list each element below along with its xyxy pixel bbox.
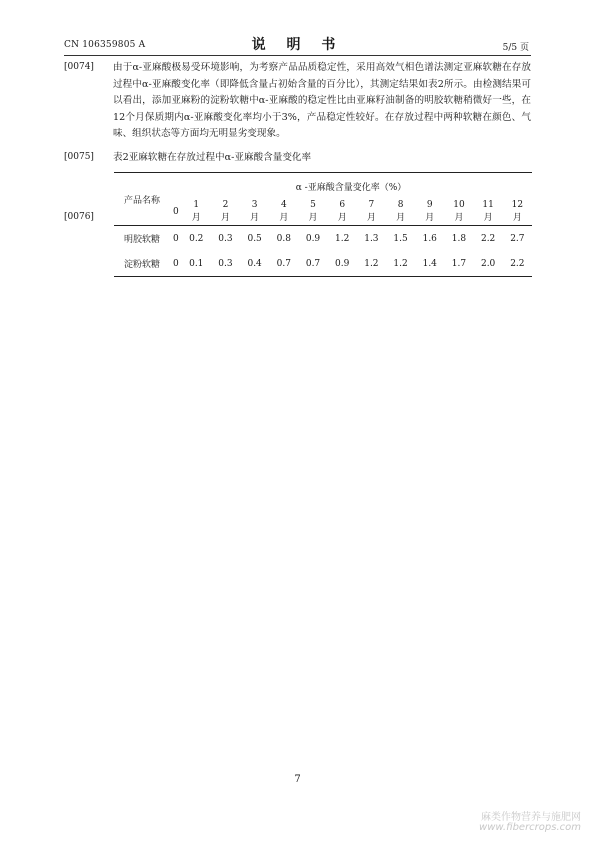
table-cell: 0 xyxy=(172,258,179,269)
product-name: 淀粉软糖 xyxy=(123,260,160,270)
month-header: 12 月 xyxy=(511,200,524,223)
month-header: 8 月 xyxy=(396,200,406,223)
month-header: 5 月 xyxy=(308,200,318,223)
paragraph-0074: 由于α-亚麻酸极易受环境影响，为考察产品品质稳定性，采用高效气相色谱法测定亚麻软糖在存放过程中α-亚麻酸变化率（即降低含量占初始含量的百分比），其测定结果如表2所示。由检测结果可以看出，添加亚麻粉的淀粉软糖中α-亚麻酸的稳定性比由亚麻籽油制备的明胶软糖稍微好一些，在12个月保质期内α-亚麻酸变化率均小于3%，产品稳定性较好。在存放过程中两种软糖在颜色、气味、组织状态等方面均无明显劣变现象。 xyxy=(113,62,531,139)
table-cell: 2.0 xyxy=(480,258,496,269)
table-cell: 1.7 xyxy=(451,258,467,269)
table-cell: 2.2 xyxy=(480,233,496,244)
table-cell: 0.9 xyxy=(335,258,350,269)
month-header: 9 月 xyxy=(425,200,435,223)
table-cell: 0.1 xyxy=(189,258,204,269)
table-cell: 0.7 xyxy=(305,258,321,269)
table-cell: 0.4 xyxy=(247,258,262,269)
watermark-text: 麻类作物营养与施肥网 xyxy=(481,812,581,823)
table-cell: 1.2 xyxy=(393,258,408,269)
table-cell: 1.2 xyxy=(335,233,350,244)
table-cell: 1.2 xyxy=(364,258,379,269)
month-header: 7 月 xyxy=(366,200,376,223)
table-cell: 0.9 xyxy=(305,233,321,244)
month-header: 4 月 xyxy=(279,200,289,223)
product-header: 产品名称 xyxy=(123,195,160,206)
product-name: 明胶软糖 xyxy=(123,235,160,245)
table-cell: 0.3 xyxy=(218,258,233,269)
paragraph-number-0074: [0074] xyxy=(64,62,94,72)
table-cell: 0.3 xyxy=(218,233,233,244)
month-header: 2 月 xyxy=(220,200,230,223)
table-cell: 2.2 xyxy=(510,258,525,269)
table-cell: 0.8 xyxy=(276,233,291,244)
table-cell: 1.3 xyxy=(364,233,379,244)
paragraph-number-0075: [0075] xyxy=(64,152,94,162)
table-cell: 1.5 xyxy=(393,233,408,244)
table-caption: 表2亚麻软糖在存放过程中α-亚麻酸含量变化率 xyxy=(113,152,312,163)
month-header: 0 xyxy=(172,206,179,217)
page-count: 5/5 页 xyxy=(502,43,529,53)
table-cell: 0.7 xyxy=(276,258,291,269)
watermark-url: www.fibercrops.com xyxy=(479,822,581,833)
alpha-linolenic-table xyxy=(114,172,532,277)
header-rule xyxy=(64,55,531,56)
paragraph-number-0076: [0076] xyxy=(64,212,94,222)
group-header: α -亚麻酸含量变化率（%） xyxy=(295,182,407,193)
page-number: 7 xyxy=(294,774,301,785)
table-cell: 0 xyxy=(172,233,179,244)
table-cell: 0.5 xyxy=(247,233,262,244)
month-header: 6 月 xyxy=(337,200,347,223)
month-header: 11 月 xyxy=(482,200,494,223)
page-title: 说 明 书 xyxy=(251,37,344,53)
table-cell: 2.7 xyxy=(510,233,525,244)
month-header: 3 月 xyxy=(250,200,260,223)
table-cell: 1.6 xyxy=(422,233,437,244)
month-header: 10 月 xyxy=(453,200,465,223)
table-cell: 1.8 xyxy=(451,233,467,244)
patent-number: CN 106359805 A xyxy=(64,40,146,50)
month-header: 1 月 xyxy=(191,200,201,223)
table-cell: 0.2 xyxy=(189,233,204,244)
table-cell: 1.4 xyxy=(422,258,437,269)
